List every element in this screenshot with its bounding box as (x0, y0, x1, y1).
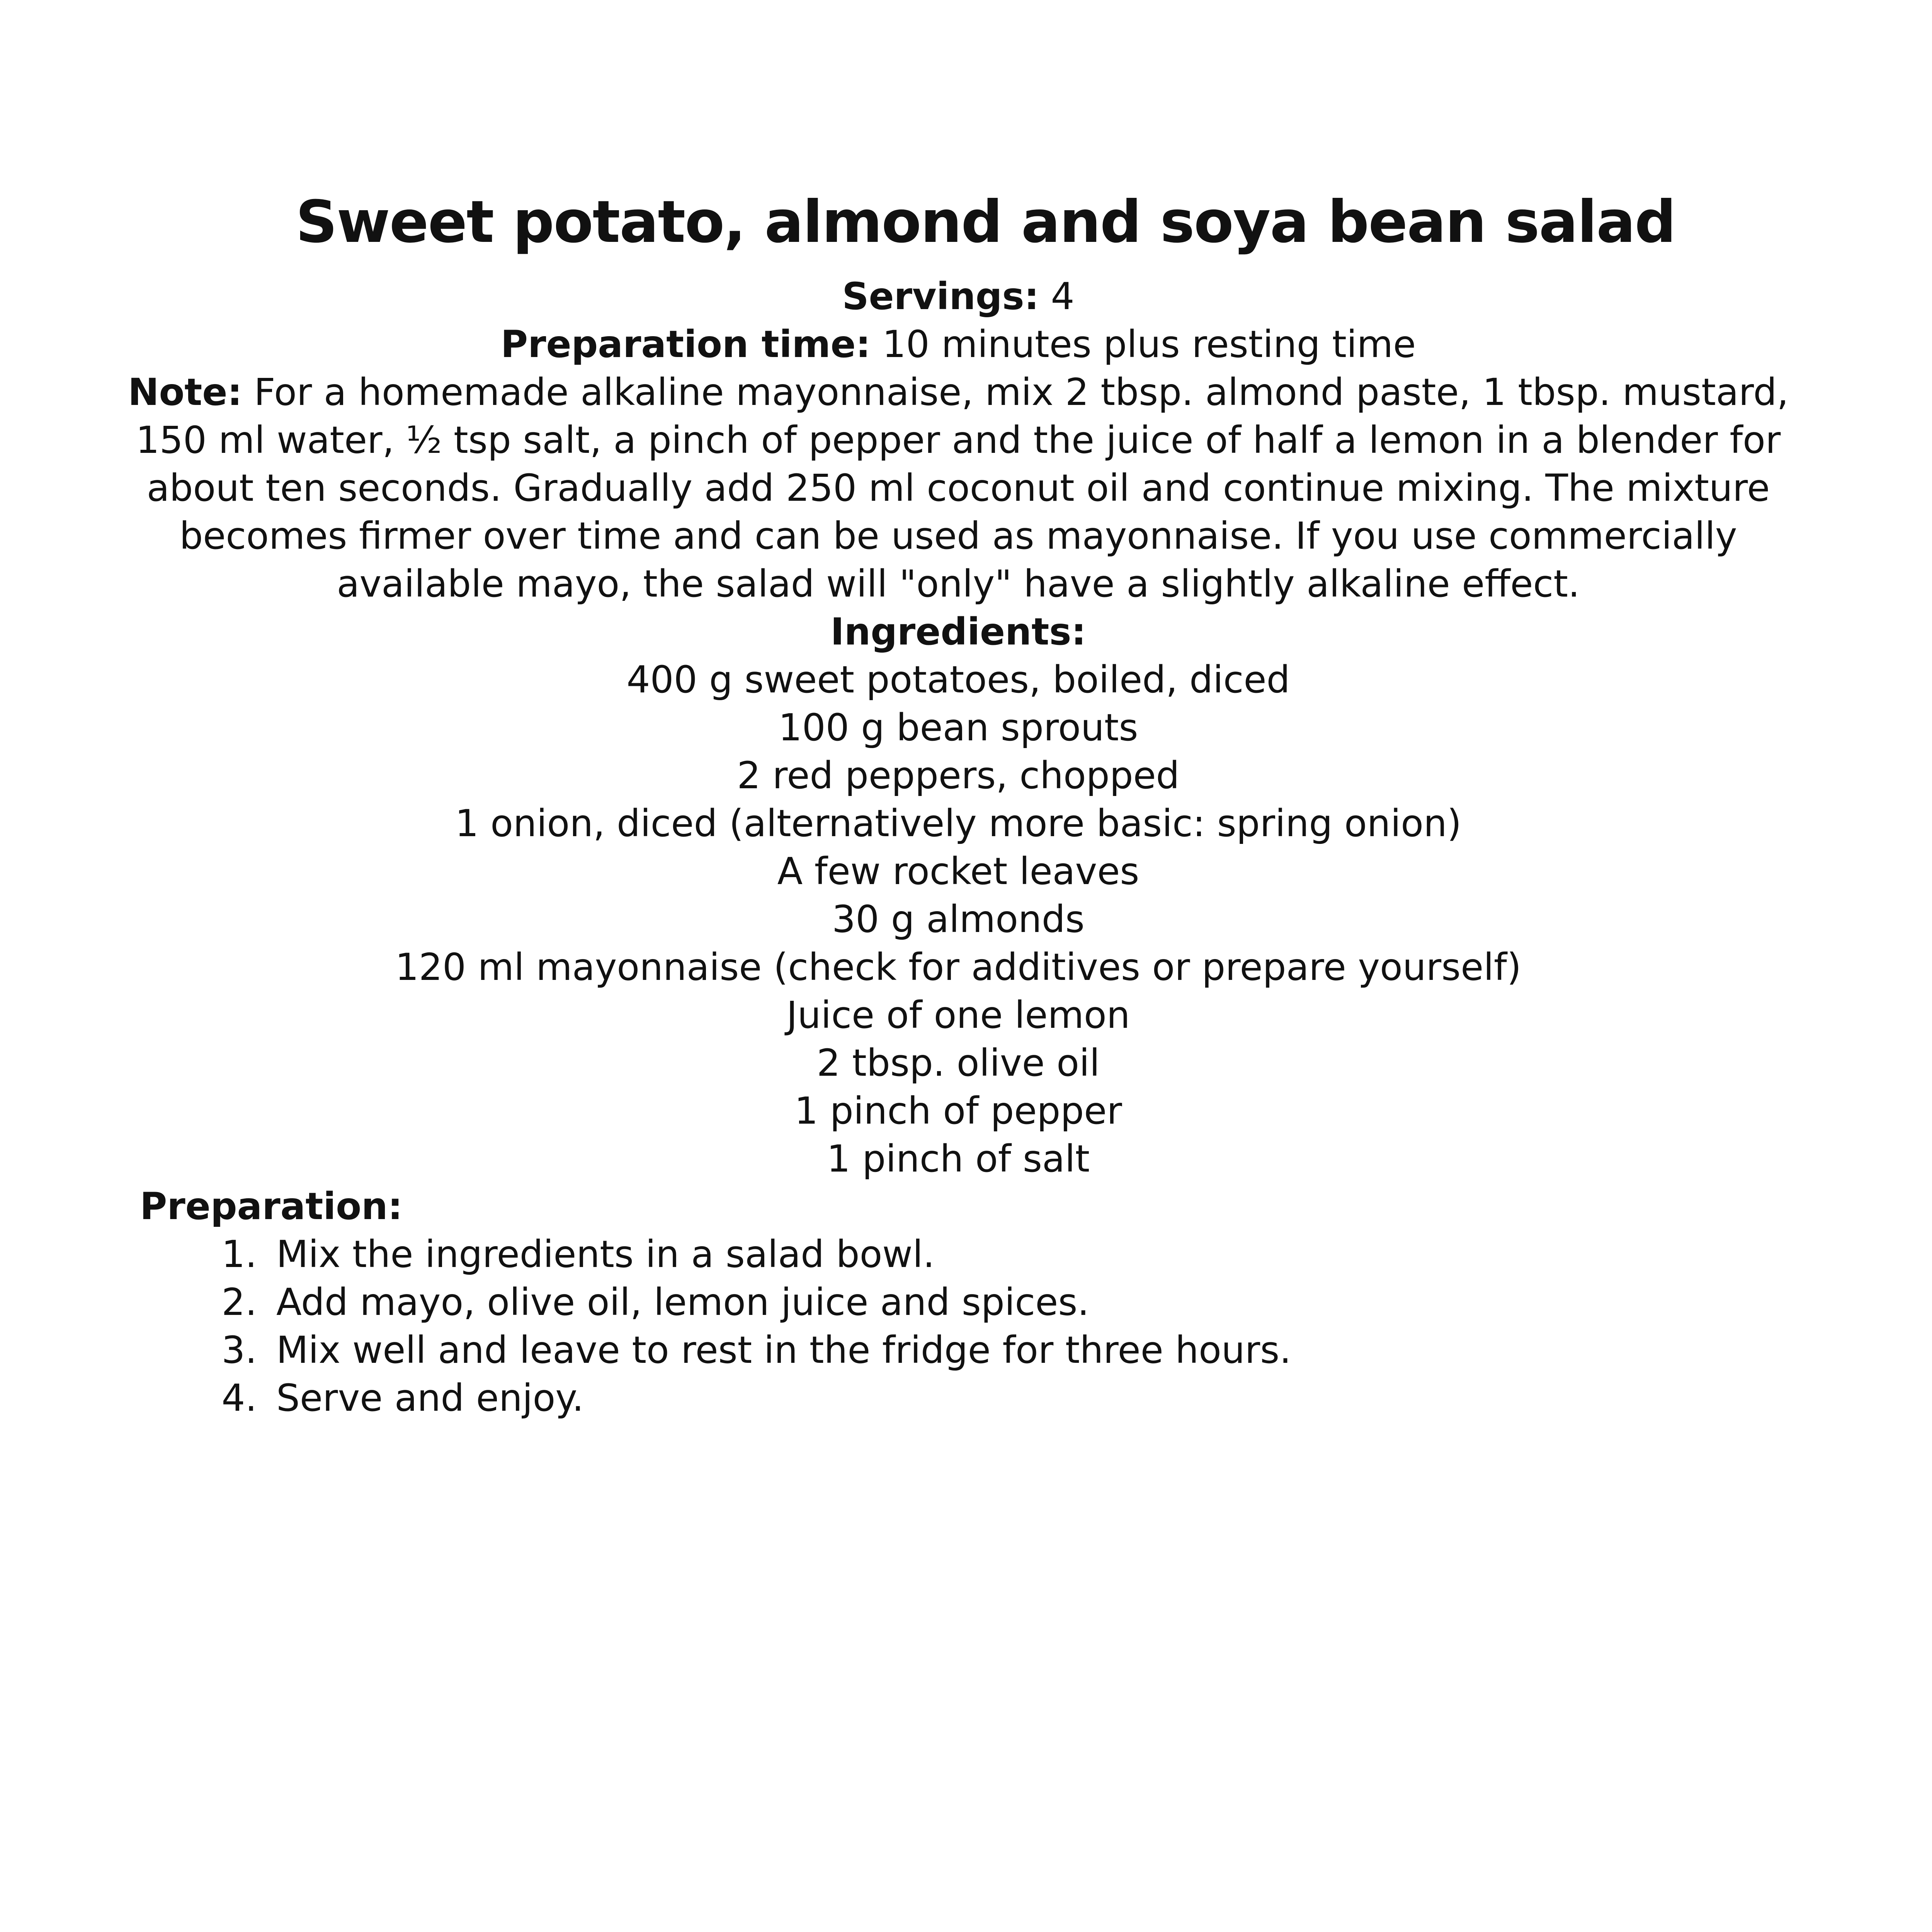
recipe-title: Sweet potato, almond and soya bean salad (296, 189, 1675, 256)
step-text: Add mayo, olive oil, lemon juice and spices. (276, 1281, 1089, 1324)
step-text: Mix well and leave to rest in the fridge for three hours. (276, 1328, 1291, 1372)
step-text: Mix the ingredients in a salad bowl. (276, 1233, 935, 1276)
ingredient-item: 1 pinch of salt (827, 1137, 1090, 1180)
ingredient-item: Juice of one lemon (786, 993, 1130, 1037)
ingredient-item: 100 g bean sprouts (778, 706, 1138, 749)
recipe-header-block (128, 272, 1789, 1183)
note-text: For a homemade alkaline mayonnaise, mix 2 tbsp. almond paste, 1 tbsp. mustard, 150 ml water, ½ tsp salt, a pinch of pepper and the juice of half a lemon in a blender for about ten seconds. Gradually add 250 ml coconut oil and continue mixing. The mixture becomes firmer over time and can be used as mayonnaise. If you use commercially available mayo, the salad will "only" have a slightly alkaline effect. (136, 371, 1789, 605)
ingredients-list (128, 656, 1789, 1183)
ingredient-item: 120 ml mayonnaise (check for additives or prepare yourself) (395, 946, 1522, 989)
preparation-step (193, 1374, 1816, 1422)
note-label: Note: (128, 371, 242, 414)
ingredient-item: 30 g almonds (832, 898, 1085, 941)
step-text: Serve and enjoy. (276, 1376, 584, 1420)
preparation-step (193, 1230, 1816, 1278)
preparation-heading: Preparation: (140, 1185, 403, 1228)
step-number: 1. (221, 1233, 257, 1276)
step-number: 3. (221, 1328, 257, 1372)
preparation-step (193, 1278, 1816, 1326)
ingredient-item: A few rocket leaves (777, 850, 1139, 893)
servings-line (128, 272, 1789, 320)
preparation-steps-list (193, 1230, 1816, 1422)
prep-time-line (128, 320, 1789, 368)
preparation-step (193, 1326, 1816, 1374)
note-paragraph (128, 368, 1789, 608)
ingredient-item: 2 tbsp. olive oil (816, 1041, 1100, 1085)
servings-label: Servings: (842, 275, 1039, 318)
step-number: 4. (221, 1376, 257, 1420)
ingredient-item: 400 g sweet potatoes, boiled, diced (626, 658, 1290, 701)
ingredient-item: 1 onion, diced (alternatively more basic: spring onion) (455, 802, 1462, 845)
ingredient-item: 1 pinch of pepper (794, 1089, 1122, 1133)
prep-time-value: 10 minutes plus resting time (882, 323, 1416, 366)
servings-value: 4 (1051, 275, 1075, 318)
ingredients-heading: Ingredients: (830, 610, 1086, 653)
ingredient-item: 2 red peppers, chopped (737, 754, 1180, 797)
step-number: 2. (221, 1281, 257, 1324)
prep-time-label: Preparation time: (500, 323, 871, 366)
